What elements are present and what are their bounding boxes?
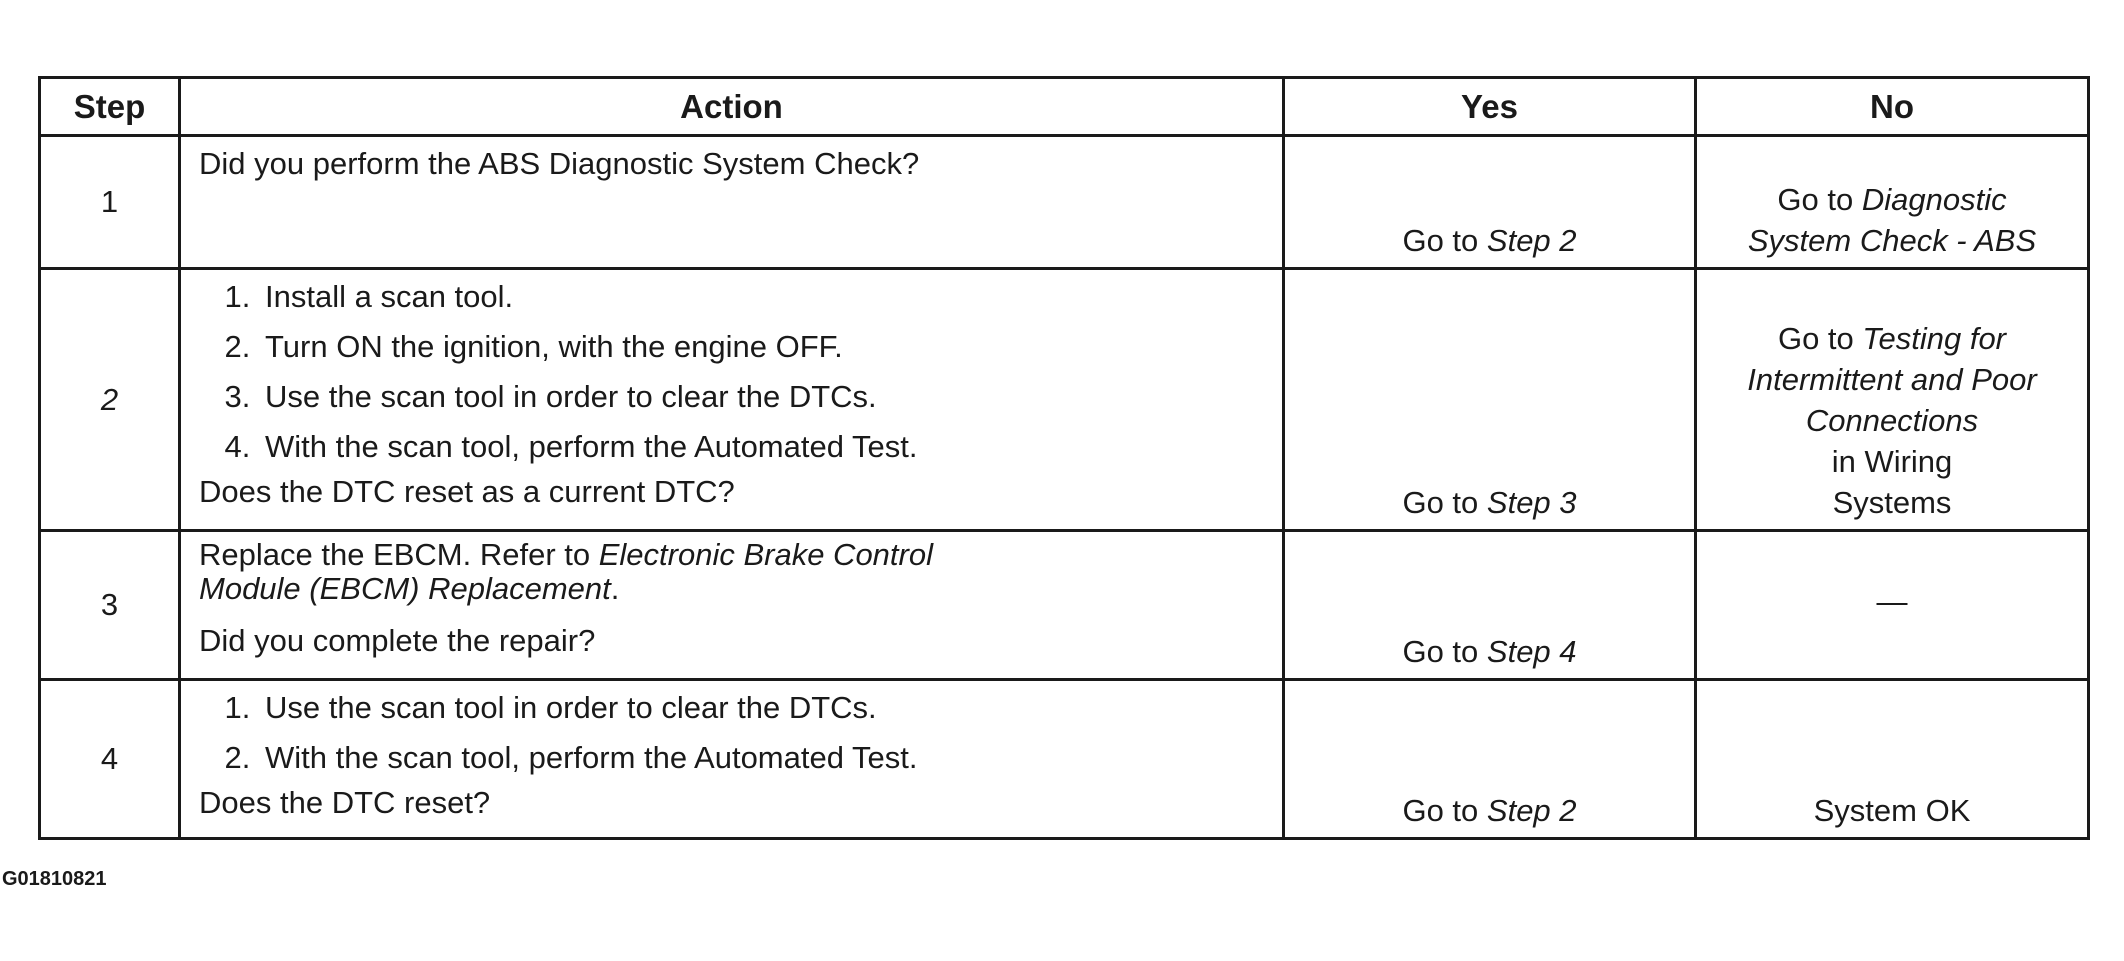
list-item: 4. With the scan tool, perform the Automated Test. bbox=[259, 426, 1272, 467]
table-row bbox=[40, 679, 2089, 838]
header-yes: Yes bbox=[1284, 78, 1696, 136]
yes-cell bbox=[1284, 269, 1696, 531]
action-cell bbox=[180, 136, 1284, 269]
yes-prefix: Go to bbox=[1402, 484, 1487, 520]
no-link[interactable]: Diagnostic bbox=[1861, 182, 2007, 218]
action-cell bbox=[180, 269, 1284, 531]
table-header-row bbox=[40, 78, 2089, 136]
yes-cell bbox=[1284, 530, 1696, 679]
yes-step-link[interactable]: Step 3 bbox=[1486, 484, 1577, 520]
yes-cell bbox=[1284, 679, 1696, 838]
header-no: No bbox=[1696, 78, 2089, 136]
no-suffix: Systems bbox=[1832, 484, 1952, 520]
action-text: Replace the EBCM. Refer to bbox=[199, 536, 599, 572]
no-link[interactable]: Testing for bbox=[1862, 320, 2007, 356]
no-link[interactable]: Intermittent and Poor bbox=[1747, 361, 2037, 397]
no-cell bbox=[1696, 530, 2089, 679]
list-item: 3. Use the scan tool in order to clear the DTCs. bbox=[259, 376, 1272, 417]
step-number: 2 bbox=[40, 269, 180, 531]
action-link[interactable]: Electronic Brake Control bbox=[598, 536, 933, 572]
header-step: Step bbox=[40, 78, 180, 136]
no-link[interactable]: Connections bbox=[1805, 402, 1979, 438]
list-item: 2. Turn ON the ignition, with the engine OFF. bbox=[259, 326, 1272, 367]
no-cell bbox=[1696, 269, 2089, 531]
no-result: System OK bbox=[1813, 793, 1971, 828]
yes-step-link[interactable]: Step 2 bbox=[1486, 223, 1577, 259]
action-cell bbox=[180, 530, 1284, 679]
action-question: Did you complete the repair? bbox=[199, 622, 596, 658]
action-steps-list bbox=[199, 276, 1272, 467]
step-number: 1 bbox=[40, 136, 180, 269]
table-row bbox=[40, 136, 2089, 269]
yes-prefix: Go to bbox=[1402, 633, 1487, 669]
yes-step-link[interactable]: Step 4 bbox=[1486, 633, 1577, 669]
action-question: Did you perform the ABS Diagnostic System Check? bbox=[199, 146, 920, 182]
yes-prefix: Go to bbox=[1402, 793, 1487, 828]
action-cell bbox=[180, 679, 1284, 838]
list-item: 2. With the scan tool, perform the Automated Test. bbox=[259, 737, 1272, 778]
diagnostic-table bbox=[38, 76, 2090, 840]
list-item: 1. Use the scan tool in order to clear the DTCs. bbox=[259, 687, 1272, 728]
action-question: Does the DTC reset? bbox=[199, 784, 491, 820]
list-item: 1. Install a scan tool. bbox=[259, 276, 1272, 317]
figure-id: G01810821 bbox=[2, 868, 107, 890]
yes-step-link[interactable]: Step 2 bbox=[1486, 793, 1577, 828]
action-text-end: . bbox=[610, 570, 620, 606]
action-link[interactable]: Module (EBCM) Replacement bbox=[199, 570, 611, 606]
yes-prefix: Go to bbox=[1402, 223, 1487, 259]
step-number: 3 bbox=[40, 530, 180, 679]
no-cell bbox=[1696, 136, 2089, 269]
step-number: 4 bbox=[40, 679, 180, 838]
yes-cell bbox=[1284, 136, 1696, 269]
no-prefix: Go to bbox=[1777, 182, 1862, 218]
no-prefix: Go to bbox=[1777, 320, 1863, 356]
no-suffix: in Wiring bbox=[1831, 443, 1953, 479]
no-cell bbox=[1696, 679, 2089, 838]
table-row bbox=[40, 530, 2089, 679]
table-row bbox=[40, 269, 2089, 531]
header-action: Action bbox=[180, 78, 1284, 136]
action-steps-list bbox=[199, 687, 1272, 778]
no-dash: — bbox=[1876, 584, 1908, 620]
no-link[interactable]: System Check - ABS bbox=[1747, 223, 2037, 259]
action-question: Does the DTC reset as a current DTC? bbox=[199, 474, 735, 510]
